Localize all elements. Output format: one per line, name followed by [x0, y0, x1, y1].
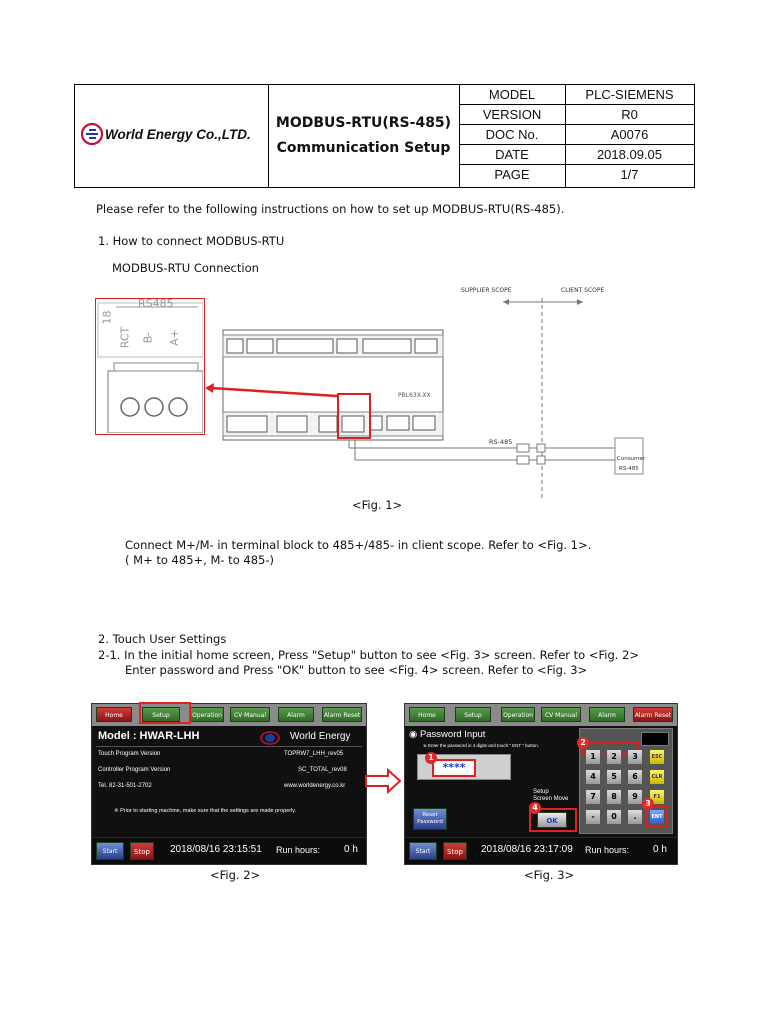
key-2[interactable]: 2	[606, 749, 622, 765]
key-3[interactable]: 3	[627, 749, 643, 765]
step-marker-4: 4	[529, 802, 541, 814]
consumer-bus-label: RS-485	[619, 466, 639, 472]
key-f1[interactable]: F1	[649, 789, 665, 805]
key-9[interactable]: 9	[627, 789, 643, 805]
password-title-text: Password Input	[419, 729, 486, 740]
nav-alarm-button[interactable]: Alarm	[589, 707, 625, 722]
supplier-scope-label: SUPPLIER SCOPE	[461, 287, 512, 294]
world-energy-logo-icon	[260, 731, 280, 745]
website-text: www.worldenergy.co.kr	[284, 783, 346, 789]
meta-row	[459, 105, 694, 125]
run-hours-label: Run hours:	[276, 845, 321, 855]
company-name: World Energy Co.,LTD.	[105, 127, 251, 142]
key-minus[interactable]: -	[585, 809, 601, 825]
nav-operation-button[interactable]: Operation	[501, 707, 535, 722]
doc-title: MODBUS-RTU(RS-485)	[275, 115, 452, 131]
key-7[interactable]: 7	[585, 789, 601, 805]
next-arrow-icon	[364, 768, 402, 794]
nav-alarm-reset-button[interactable]: Alarm Reset	[322, 707, 362, 722]
fig2-caption: <Fig. 2>	[210, 868, 261, 882]
hmi-password-screen	[404, 703, 678, 865]
connect-instruction: Connect M+/M- in terminal block to 485+/485- in client scope. Refer to <Fig. 1>.	[125, 538, 592, 552]
meta-key: VERSION	[459, 105, 566, 124]
key-clr[interactable]: CLR	[649, 769, 665, 785]
run-hours-label: Run hours:	[585, 845, 630, 855]
hmi-datetime: 2018/08/16 23:17:09	[481, 844, 573, 855]
hmi-brand: World Energy	[290, 731, 351, 742]
nav-setup-button[interactable]: Setup	[142, 707, 180, 722]
key-6[interactable]: 6	[627, 769, 643, 785]
nav-home-button[interactable]: Home	[409, 707, 445, 722]
notice-text: ※ Prior to starting machine, make sure that the settings are made properly.	[114, 808, 297, 814]
meta-row	[459, 165, 694, 187]
hmi-home-screen	[91, 703, 367, 865]
hmi-status-bar	[405, 837, 677, 864]
rs485-label: RS485	[138, 298, 174, 310]
key-esc[interactable]: ESC	[649, 749, 665, 765]
pin-rct-label: RCT	[118, 326, 132, 349]
meta-row	[459, 85, 694, 105]
meta-key: DATE	[459, 145, 566, 164]
fig3-caption: <Fig. 3>	[524, 868, 575, 882]
controller-version-label: Controller Program Version	[98, 767, 171, 773]
hmi-datetime: 2018/08/16 23:15:51	[170, 844, 262, 855]
terminal-zoom	[95, 298, 205, 435]
step-marker-1: 1	[425, 752, 437, 764]
key-5[interactable]: 5	[606, 769, 622, 785]
meta-row	[459, 125, 694, 145]
device-model-label: PBL63X-XX	[398, 392, 431, 399]
keypad-display	[641, 732, 669, 746]
key-ent[interactable]: ENT	[649, 809, 665, 825]
setup-highlight	[139, 702, 191, 724]
key-dot[interactable]: .	[627, 809, 643, 825]
touch-version-label: Touch Program Version	[98, 751, 161, 757]
setup-move-label: Setup Screen Move	[533, 789, 569, 802]
meta-row	[459, 145, 694, 165]
step-marker-3: 3	[642, 798, 654, 810]
meta-value: A0076	[610, 127, 649, 142]
meta-value: R0	[621, 107, 638, 122]
start-button[interactable]: Start	[409, 842, 437, 860]
meta-value: 1/7	[620, 167, 639, 182]
client-scope-label: CLIENT SCOPE	[561, 287, 605, 294]
password-input[interactable]: ****	[432, 759, 476, 777]
consumer-label: Consumer	[617, 456, 645, 462]
rs485-line-label: RS-485	[489, 438, 513, 446]
hmi-model: Model : HWAR-LHH	[98, 730, 200, 742]
meta-key: DOC No.	[459, 125, 566, 144]
step-2-1-line2: Enter password and Press "OK" button to see <Fig. 4> screen. Refer to <Fig. 3>	[125, 663, 588, 677]
nav-alarm-button[interactable]: Alarm	[278, 707, 314, 722]
step-marker-2: 2	[577, 737, 589, 749]
stop-button[interactable]: Stop	[443, 842, 467, 860]
doc-subtitle: Communication Setup	[276, 140, 451, 156]
nav-cv-manual-button[interactable]: CV Manual	[230, 707, 270, 722]
tel-text: Tel. 82-31-501-2702	[98, 783, 152, 789]
meta-key: PAGE	[459, 165, 566, 187]
key-8[interactable]: 8	[606, 789, 622, 805]
divider	[96, 746, 362, 747]
start-button[interactable]: Start	[96, 842, 124, 860]
step-2-1-line1: 2-1. In the initial home screen, Press "Setup" button to see <Fig. 3> screen. Refer to <Fig. 2>	[98, 648, 640, 662]
touch-version-value: TOPRW7_LHH_rev05	[284, 751, 344, 757]
connection-heading: MODBUS-RTU Connection	[112, 261, 259, 275]
nav-alarm-reset-button[interactable]: Alarm Reset	[633, 707, 673, 722]
company-cell	[75, 85, 269, 187]
section1-heading: 1. How to connect MODBUS-RTU	[98, 234, 285, 248]
document-header	[74, 84, 695, 188]
fig1-caption: <Fig. 1>	[352, 498, 403, 512]
key-4[interactable]: 4	[585, 769, 601, 785]
meta-value: PLC-SIEMENS	[585, 87, 674, 102]
nav-setup-button[interactable]: Setup	[455, 707, 491, 722]
key-1[interactable]: 1	[585, 749, 601, 765]
title-cell	[268, 85, 460, 187]
password-hint: ※ Enter the password in 4 digits and touch " ENT " button.	[423, 743, 539, 748]
stop-button[interactable]: Stop	[130, 842, 154, 860]
hmi-nav-bar	[92, 704, 366, 726]
pin-bminus-label: B-	[141, 331, 155, 344]
hmi-status-bar	[92, 837, 366, 864]
reset-password-button[interactable]: Reset Password	[413, 808, 447, 830]
key-0[interactable]: 0	[606, 809, 622, 825]
section2-heading: 2. Touch User Settings	[98, 632, 227, 646]
run-hours-value: 0 h	[653, 844, 667, 855]
meta-key: MODEL	[459, 85, 566, 104]
pin-aplus-label: A+	[167, 329, 181, 346]
wiring-diagram	[205, 280, 645, 502]
connect-mapping: ( M+ to 485+, M- to 485-)	[125, 553, 274, 567]
password-title: ◉ Password Input	[409, 729, 486, 740]
run-hours-value: 0 h	[344, 844, 358, 855]
company-logo-icon	[81, 123, 103, 145]
pin-18-label: 18	[100, 310, 114, 325]
controller-version-value: SC_TOTAL_rev08	[298, 767, 347, 773]
doc-meta-table	[459, 85, 694, 187]
ok-button[interactable]: OK	[537, 812, 567, 828]
intro-text: Please refer to the following instructions on how to set up MODBUS-RTU(RS-485).	[96, 202, 565, 216]
nav-home-button[interactable]: Home	[96, 707, 132, 722]
hmi-nav-bar	[405, 704, 677, 726]
nav-operation-button[interactable]: Operation	[190, 707, 224, 722]
nav-cv-manual-button[interactable]: CV Manual	[541, 707, 581, 722]
meta-value: 2018.09.05	[596, 147, 663, 162]
